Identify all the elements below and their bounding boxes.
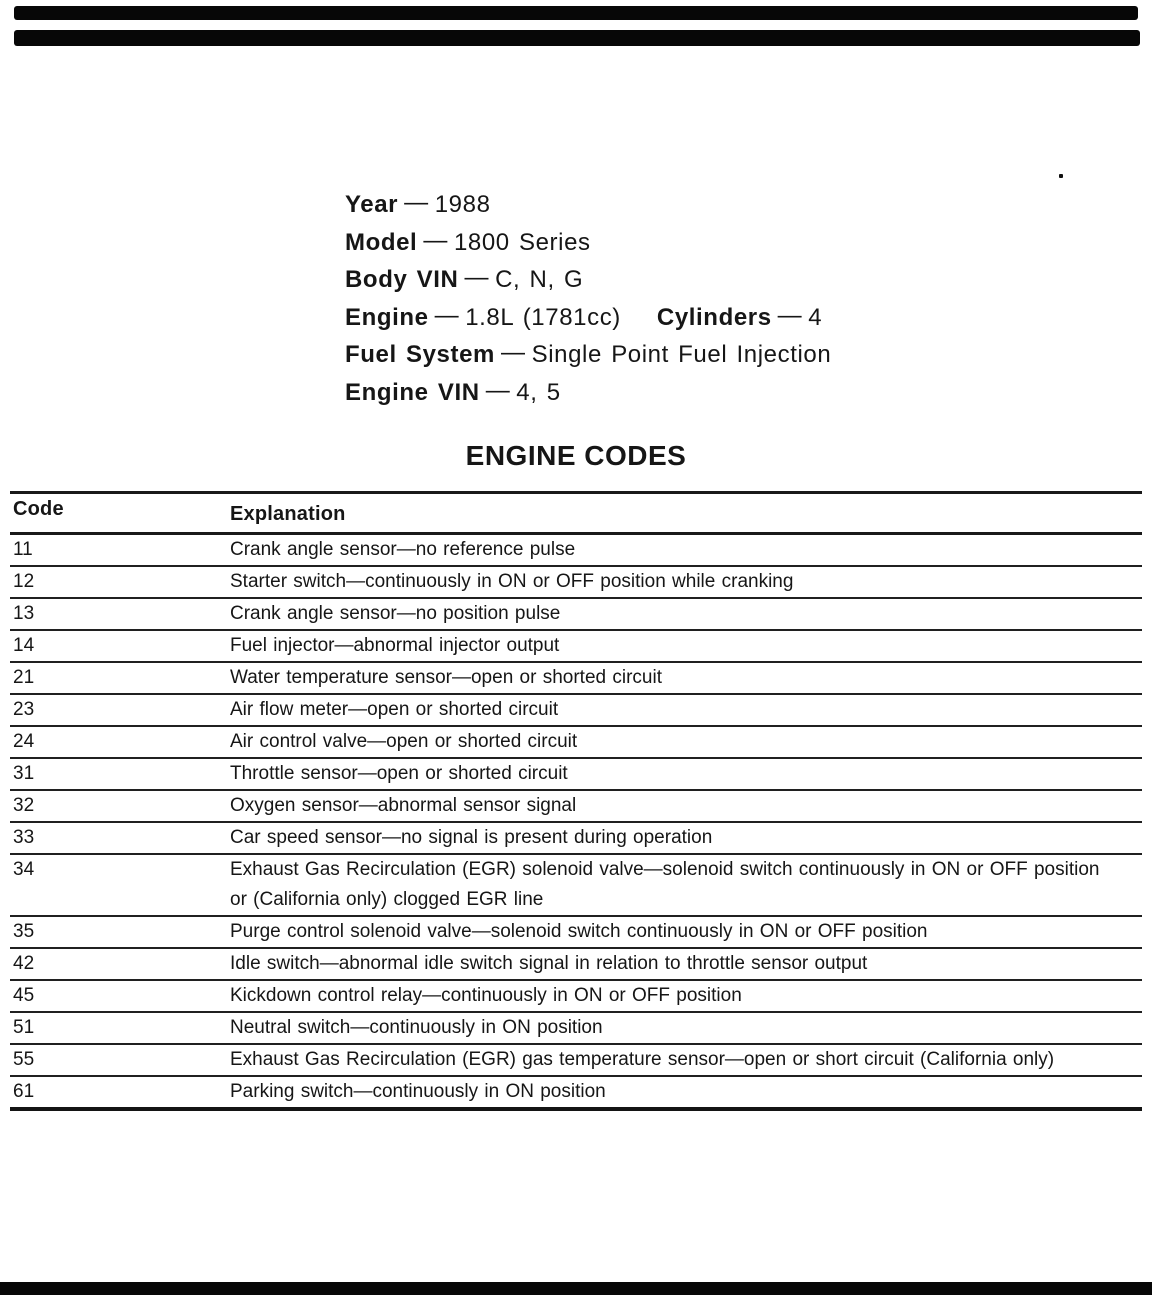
explanation-line: Car speed sensor—no signal is present during operation	[230, 827, 713, 848]
scan-artifact-bar-top-second	[14, 30, 1140, 46]
explanation-line: Exhaust Gas Recirculation (EGR) gas temperature sensor—open or short circuit (California only)	[230, 1049, 1055, 1070]
explanation-line: Fuel injector—abnormal injector output	[230, 635, 560, 656]
info-label: Body VIN	[345, 266, 459, 293]
table-row	[10, 695, 1142, 727]
dash-separator: —	[485, 376, 511, 404]
code-cell: 21	[13, 667, 35, 688]
explanation-cell	[230, 535, 1142, 565]
info-label: Engine VIN	[345, 378, 480, 406]
code-cell: 42	[13, 953, 35, 974]
engine-codes-table	[10, 491, 1142, 1111]
table-row	[10, 855, 1142, 917]
code-cell: 12	[13, 571, 35, 592]
column-header-code: Code	[13, 498, 64, 520]
explanation-cell	[230, 949, 1142, 979]
explanation-cell	[230, 663, 1142, 693]
explanation-cell	[230, 695, 1142, 725]
explanation-line: Water temperature sensor—open or shorted circuit	[230, 667, 662, 688]
info-label: Model	[345, 228, 418, 256]
info-label: Year	[345, 191, 399, 218]
table-row	[10, 791, 1142, 823]
explanation-line: Crank angle sensor—no reference pulse	[230, 539, 576, 560]
code-cell: 23	[13, 699, 35, 720]
dash-separator: —	[777, 301, 803, 329]
explanation-line: Idle switch—abnormal idle switch signal in relation to throttle sensor output	[230, 953, 868, 974]
explanation-cell	[230, 855, 1142, 915]
code-cell: 33	[13, 827, 35, 848]
code-cell: 11	[13, 539, 33, 560]
info-value: 1988	[434, 191, 491, 218]
explanation-cell	[230, 791, 1142, 821]
code-cell: 14	[13, 635, 35, 656]
code-cell: 13	[13, 603, 35, 624]
table-row	[10, 663, 1142, 695]
explanation-cell	[230, 1077, 1142, 1107]
explanation-cell	[230, 981, 1142, 1011]
explanation-cell	[230, 727, 1142, 757]
dash-separator: —	[423, 226, 448, 254]
explanation-line: Neutral switch—continuously in ON position	[230, 1017, 603, 1038]
table-row	[10, 567, 1142, 599]
table-header-row	[10, 494, 1142, 535]
vehicle-info-block	[345, 186, 831, 411]
info-value: 4	[808, 303, 823, 331]
info-label: Fuel System	[345, 341, 495, 368]
table-row	[10, 981, 1142, 1013]
scan-artifact-bar-top-first	[14, 6, 1138, 20]
explanation-line: or (California only) clogged EGR line	[230, 889, 544, 910]
explanation-line: Air flow meter—open or shorted circuit	[230, 699, 559, 720]
info-line-model	[345, 224, 831, 262]
dash-separator: —	[434, 301, 460, 329]
table-row	[10, 949, 1142, 981]
info-value: 1800 Series	[453, 228, 591, 256]
explanation-cell	[230, 1013, 1142, 1043]
table-row	[10, 599, 1142, 631]
explanation-cell	[230, 1045, 1142, 1075]
info-label-cylinders: Cylinders	[656, 303, 772, 331]
explanation-line: Exhaust Gas Recirculation (EGR) solenoid valve—solenoid switch continuously in ON or OFF position	[230, 859, 1100, 880]
code-cell: 31	[13, 763, 35, 784]
page-title: ENGINE CODES	[465, 440, 687, 471]
explanation-cell	[230, 599, 1142, 629]
info-value: 1.8L (1781cc)	[465, 303, 621, 331]
table-row	[10, 631, 1142, 663]
code-cell: 45	[13, 985, 35, 1006]
code-cell: 24	[13, 731, 35, 752]
explanation-cell	[230, 917, 1142, 947]
scan-artifact-dot	[1059, 174, 1063, 178]
explanation-line: Kickdown control relay—continuously in ON or OFF position	[230, 985, 742, 1006]
info-line-engine-vin	[345, 374, 831, 412]
explanation-cell	[230, 759, 1142, 789]
explanation-cell	[230, 567, 1142, 597]
explanation-line: Oxygen sensor—abnormal sensor signal	[230, 795, 577, 816]
table-row	[10, 1077, 1142, 1111]
explanation-cell	[230, 631, 1142, 661]
table-row	[10, 727, 1142, 759]
info-value: C, N, G	[495, 266, 584, 293]
explanation-cell	[230, 823, 1142, 853]
table-row	[10, 759, 1142, 791]
table-row	[10, 1045, 1142, 1077]
info-line-fuel-system	[345, 336, 831, 374]
table-row	[10, 1013, 1142, 1045]
code-cell: 51	[13, 1017, 35, 1038]
table-row	[10, 917, 1142, 949]
info-label: Engine	[345, 303, 429, 331]
code-cell: 35	[13, 921, 35, 942]
info-line-body-vin	[345, 261, 831, 299]
explanation-line: Crank angle sensor—no position pulse	[230, 603, 561, 624]
scan-artifact-bar-bottom	[0, 1282, 1152, 1295]
code-cell: 34	[13, 859, 35, 880]
info-line-engine-cylinders	[345, 299, 831, 337]
info-value: 4, 5	[516, 378, 561, 406]
explanation-line: Purge control solenoid valve—solenoid switch continuously in ON or OFF position	[230, 921, 928, 942]
table-row	[10, 535, 1142, 567]
explanation-line: Throttle sensor—open or shorted circuit	[230, 763, 568, 784]
code-cell: 61	[13, 1081, 35, 1102]
code-cell: 32	[13, 795, 35, 816]
dash-separator: —	[464, 264, 490, 291]
dash-separator: —	[501, 339, 526, 366]
explanation-line: Air control valve—open or shorted circuit	[230, 731, 578, 752]
info-line-year	[345, 186, 831, 224]
info-value: Single Point Fuel Injection	[531, 341, 832, 368]
dash-separator: —	[404, 189, 429, 216]
explanation-line: Starter switch—continuously in ON or OFF position while cranking	[230, 571, 794, 592]
explanation-line: Parking switch—continuously in ON position	[230, 1081, 606, 1102]
table-row	[10, 823, 1142, 855]
column-header-explanation: Explanation	[230, 503, 346, 525]
code-cell: 55	[13, 1049, 35, 1070]
